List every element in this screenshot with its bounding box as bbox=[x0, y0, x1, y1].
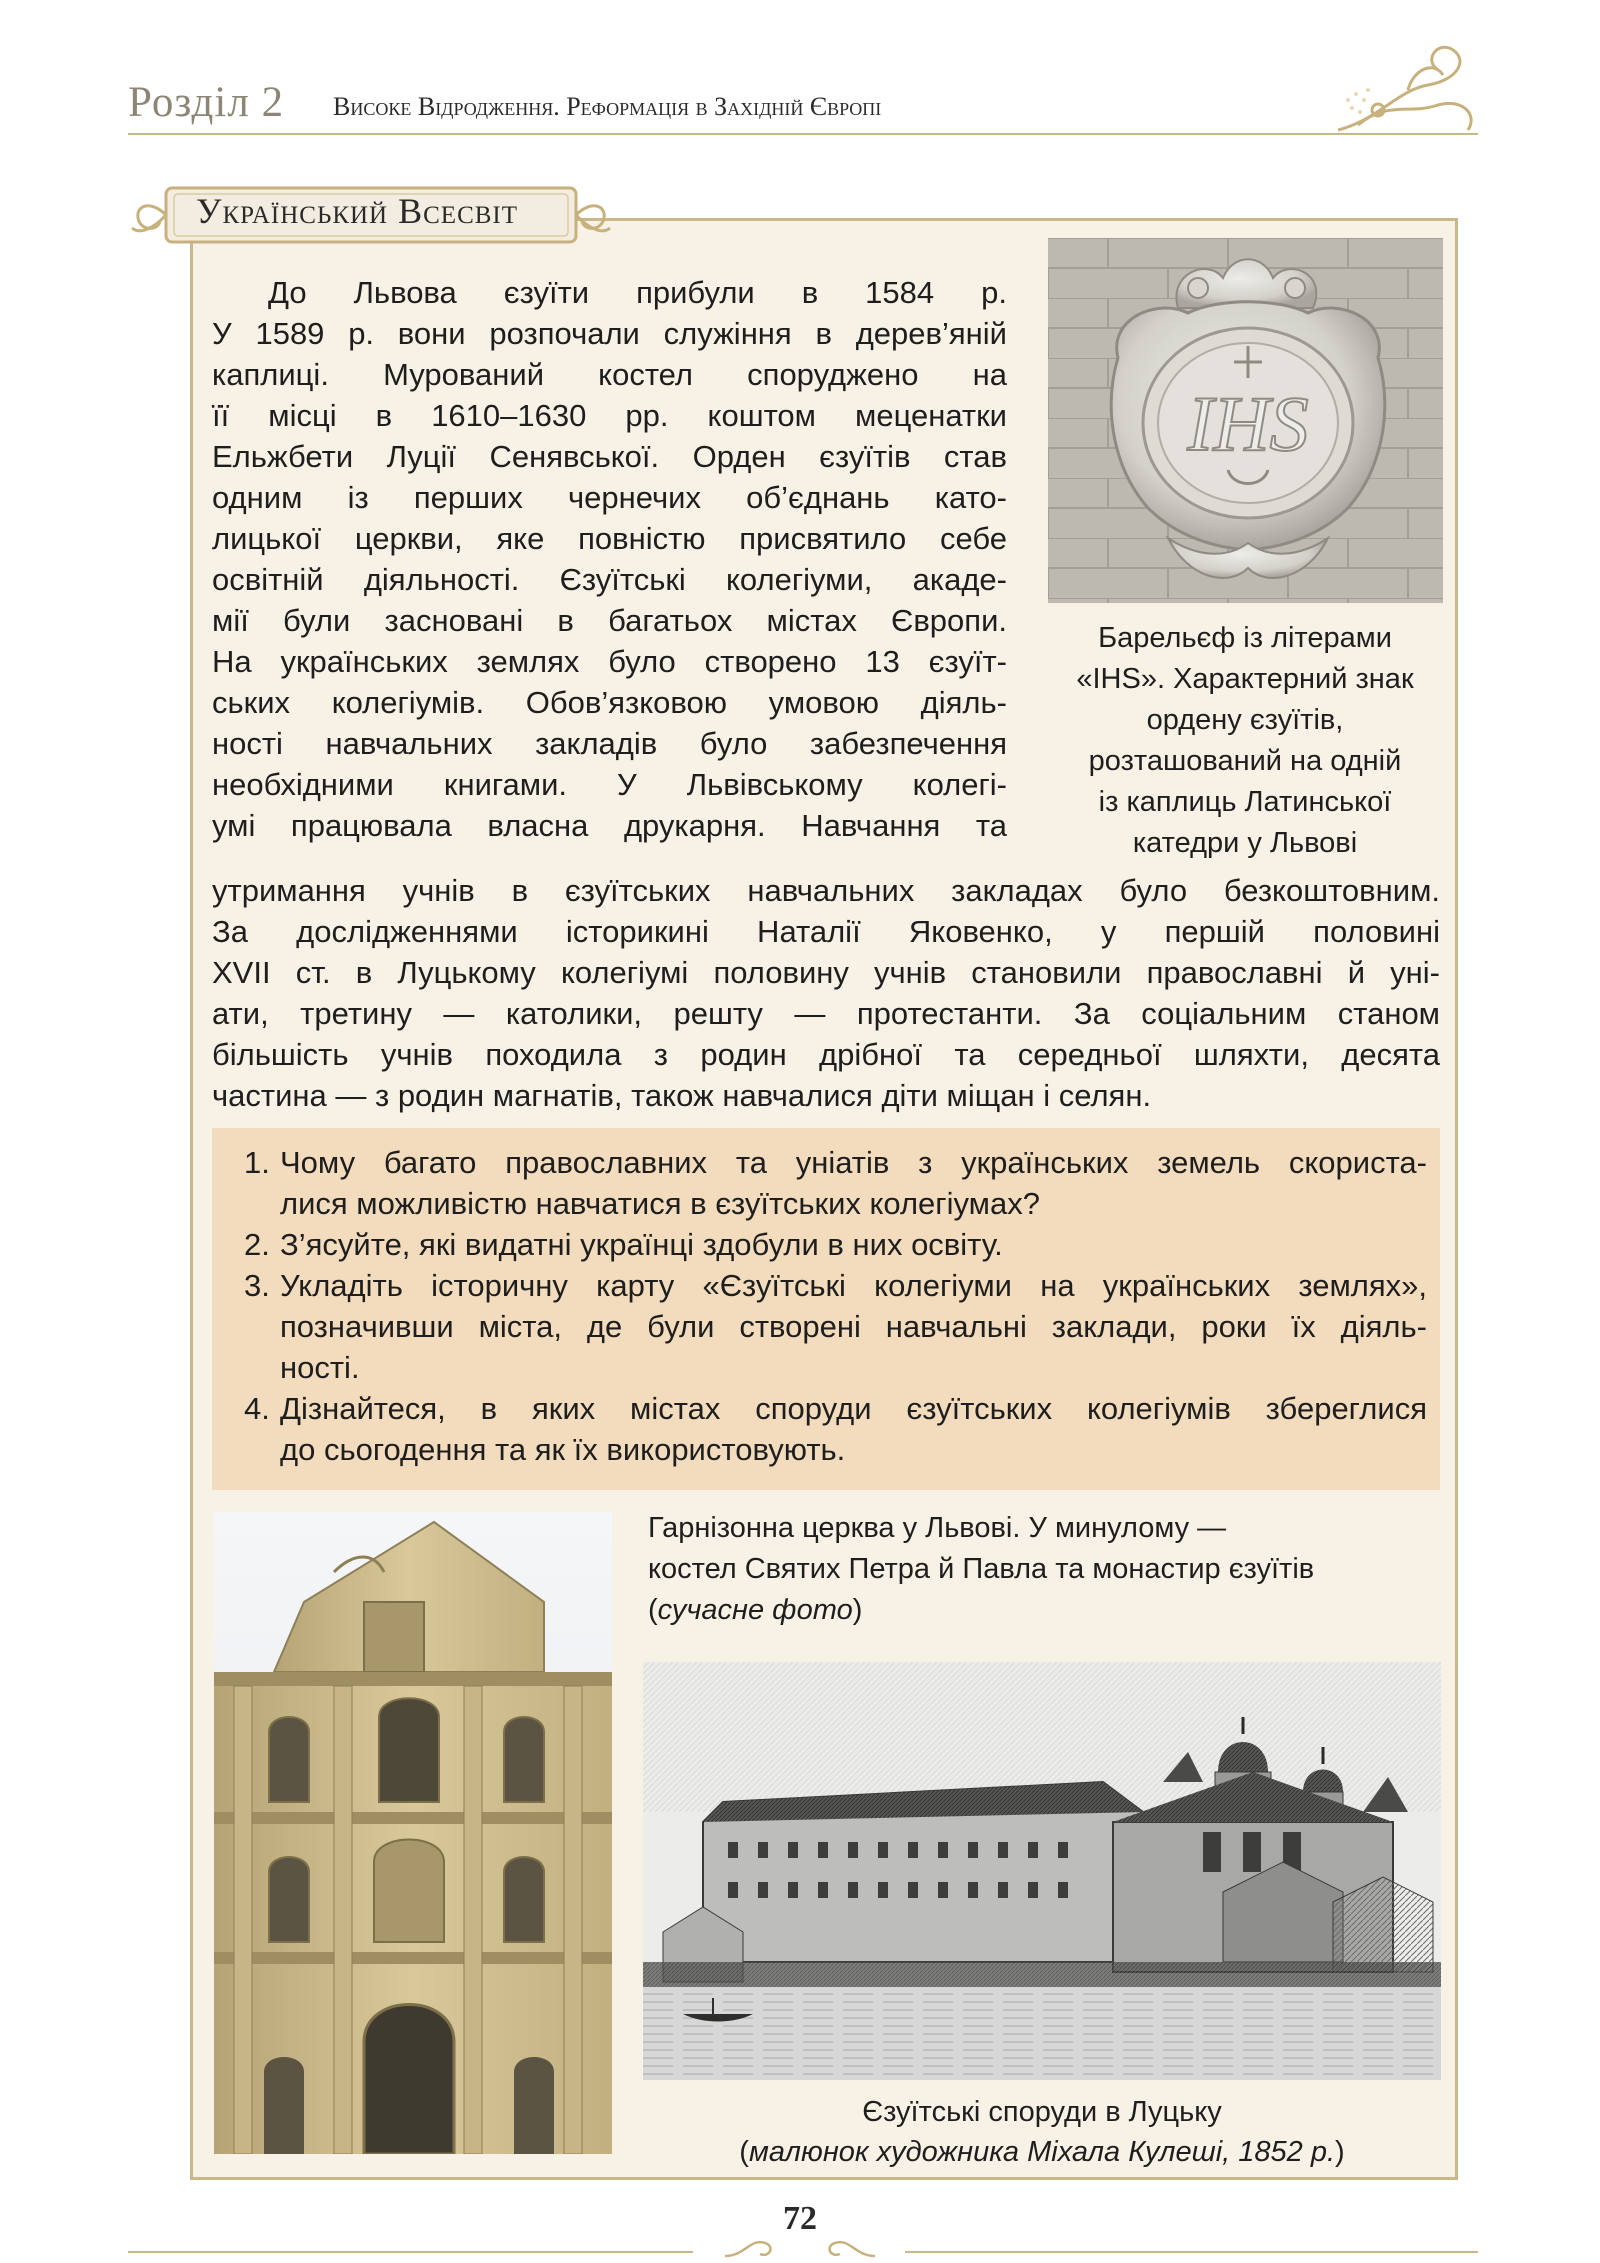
text-line: ських колегіумів. Обов’язковою умовою діяль- bbox=[212, 685, 1007, 720]
text-line: одним із перших чернечих об’єднань като- bbox=[212, 480, 1007, 515]
questions-list bbox=[232, 1142, 1427, 1470]
text-line: лицької церкви, яке повністю присвятило себе bbox=[212, 521, 1007, 556]
text-line: її місці в 1610–1630 рр. коштом меценатки bbox=[212, 398, 1007, 433]
rubric-banner bbox=[126, 180, 616, 250]
text-line: мії були засновані в багатьох містах Європи. bbox=[212, 603, 1007, 638]
question-number: 3. bbox=[244, 1268, 270, 1303]
questions-box bbox=[212, 1128, 1440, 1490]
question-line: З’ясуйте, які видатні українці здобули в них освіту. bbox=[280, 1227, 1003, 1262]
question-line: ності. bbox=[280, 1350, 360, 1385]
header-rule bbox=[128, 133, 1478, 135]
text-line: утримання учнів в єзуїтських навчальних закладах було безкоштовним. bbox=[212, 873, 1440, 908]
caption-line: розташований на одній bbox=[1088, 745, 1402, 777]
question-number: 4. bbox=[244, 1391, 270, 1426]
text-line: XVII ст. в Луцькому колегіумі половину учнів становили православні й уні- bbox=[212, 955, 1440, 990]
question-line: до сьогодення та як їх використовують. bbox=[280, 1432, 846, 1467]
header-ornament-icon bbox=[1318, 30, 1488, 150]
caption-line: Єзуїтські споруди в Луцьку bbox=[862, 2096, 1222, 2128]
relief-caption bbox=[1040, 618, 1450, 864]
caption-line: ордену єзуїтів, bbox=[1146, 704, 1344, 736]
question-line: позначивши міста, де були створені навчальні заклади, роки їх діяль- bbox=[280, 1309, 1427, 1344]
question-number: 2. bbox=[244, 1227, 270, 1262]
main-paragraph-bottom bbox=[212, 870, 1440, 1116]
caption-paren-open: ( bbox=[648, 1594, 658, 1626]
caption-italic: малюнок художника Міхала Кулеші, 1852 р. bbox=[748, 2136, 1336, 2168]
caption-italic: сучасне фото bbox=[657, 1594, 853, 1626]
lutsk-engraving bbox=[643, 1662, 1441, 2080]
caption-line bbox=[648, 1590, 1438, 1631]
question-line: лися можливістю навчатися в єзуїтських колегіумах? bbox=[280, 1186, 1040, 1221]
caption-line: костел Святих Петра й Павла та монастир єзуїтів bbox=[648, 1553, 1315, 1585]
caption-line bbox=[643, 2132, 1441, 2172]
caption-line: «IHS». Характерний знак bbox=[1076, 663, 1414, 695]
relief-letters: IHS bbox=[1187, 380, 1309, 467]
footer-rule-right bbox=[905, 2251, 1478, 2253]
ihs-relief-illustration bbox=[1048, 238, 1443, 603]
caption-paren-open: ( bbox=[739, 2136, 749, 2168]
text-line: ати, третину — католики, решту — протестанти. За соціальним станом bbox=[212, 996, 1440, 1031]
text-line: За дослідженнями історикині Наталії Яковенко, у першій половині bbox=[212, 914, 1440, 949]
running-header-section: Розділ 2 bbox=[128, 79, 285, 126]
text-line: На українських землях було створено 13 єзуїт- bbox=[212, 644, 1007, 679]
page-number: 72 bbox=[783, 2200, 817, 2237]
caption-line: із каплиць Латинської bbox=[1098, 786, 1392, 818]
text-line: каплиці. Мурований костел споруджено на bbox=[212, 357, 1007, 392]
question-number: 1. bbox=[244, 1145, 270, 1180]
question-item bbox=[232, 1142, 1427, 1224]
question-item bbox=[232, 1265, 1427, 1388]
rubric-title: Український Всесвіт bbox=[196, 191, 519, 231]
church-caption bbox=[648, 1508, 1438, 1631]
main-paragraph-top bbox=[212, 272, 1007, 846]
caption-line: катедри у Львові bbox=[1132, 827, 1358, 859]
text-line: освітній діяльності. Єзуїтські колегіуми, акаде- bbox=[212, 562, 1007, 597]
question-item bbox=[232, 1224, 1427, 1265]
text-line: У 1589 р. вони розпочали служіння в дерев’яній bbox=[212, 316, 1007, 351]
question-item bbox=[232, 1388, 1427, 1470]
garrison-church-photo bbox=[214, 1512, 612, 2154]
question-line: Укладіть історичну карту «Єзуїтські колегіуми на українських землях», bbox=[280, 1268, 1427, 1303]
lutsk-buildings-illustration bbox=[643, 1662, 1441, 2080]
text-line: необхідними книгами. У Львівському колегі- bbox=[212, 767, 1007, 802]
text-line: частина — з родин магнатів, також навчалися діти міщан і селян. bbox=[212, 1078, 1152, 1113]
text-line: умі працювала власна друкарня. Навчання та bbox=[212, 808, 1007, 843]
ihs-relief-photo bbox=[1048, 238, 1443, 603]
text-line: ності навчальних закладів було забезпечення bbox=[212, 726, 1007, 761]
caption-paren-close: ) bbox=[1335, 2136, 1345, 2168]
church-facade-illustration bbox=[214, 1512, 612, 2154]
running-header-title: Високе Відродження. Реформація в Західній Європі bbox=[333, 92, 882, 121]
caption-line: Барельєф із літерами bbox=[1098, 622, 1392, 654]
text-line: До Львова єзуїти прибули в 1584 р. bbox=[268, 275, 1007, 310]
lutsk-caption bbox=[643, 2092, 1441, 2172]
text-line: Ельжбети Луції Сенявської. Орден єзуїтів став bbox=[212, 439, 1007, 474]
question-line: Дізнайтеся, в яких містах споруди єзуїтських колегіумів збереглися bbox=[280, 1391, 1427, 1426]
footer-rule-left bbox=[128, 2251, 693, 2253]
question-line: Чому багато православних та уніатів з українських земель скориста- bbox=[280, 1145, 1427, 1180]
text-line: більшість учнів походила з родин дрібної та середньої шляхти, десята bbox=[212, 1037, 1440, 1072]
caption-line: Гарнізонна церква у Львові. У минулому — bbox=[648, 1512, 1227, 1544]
caption-paren-close: ) bbox=[852, 1594, 863, 1626]
